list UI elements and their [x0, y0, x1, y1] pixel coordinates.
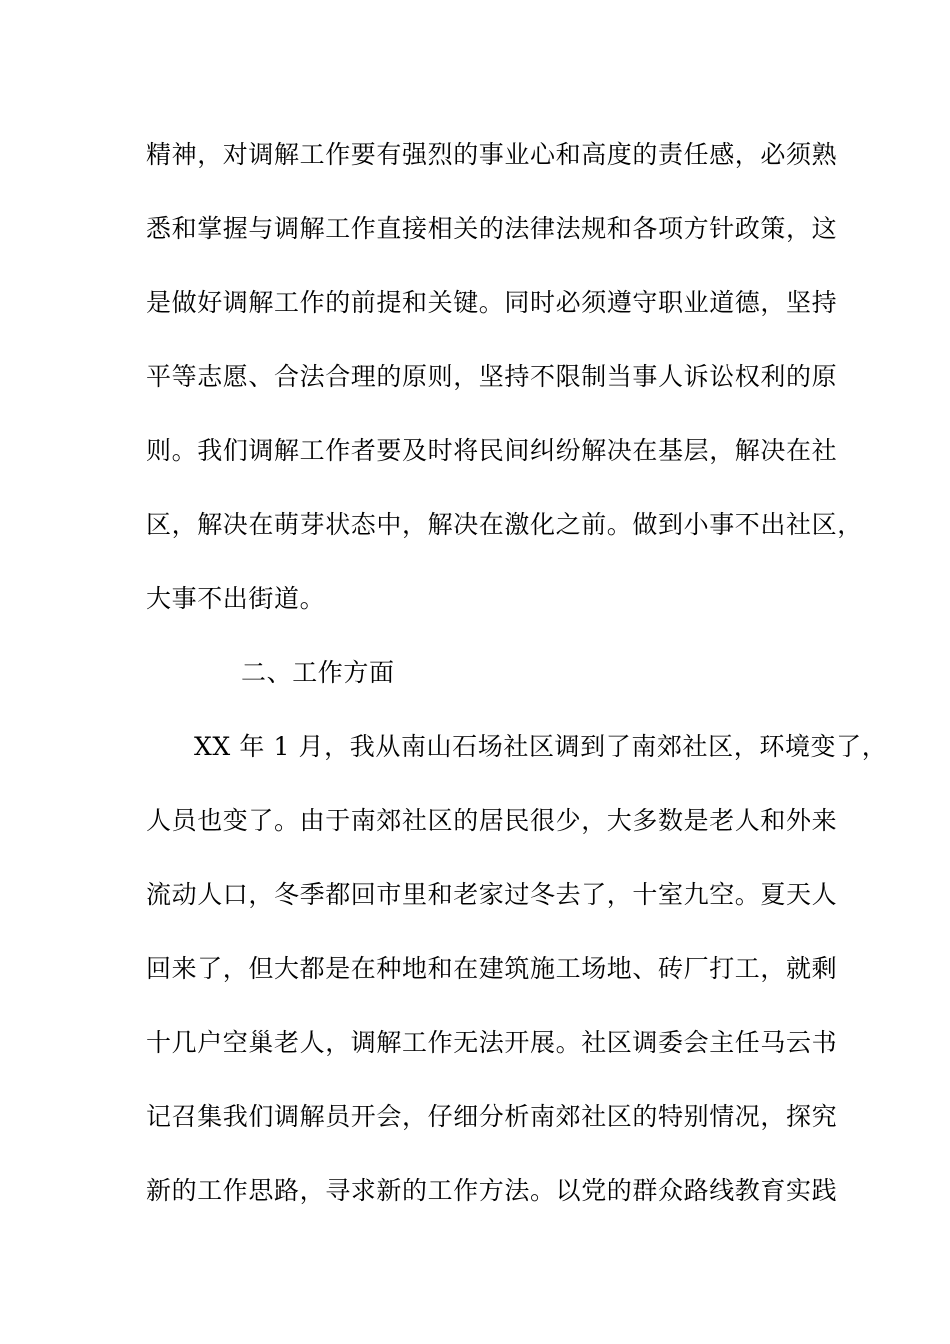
paragraph-line: 精神，对调解工作要有强烈的事业心和高度的责任感，必须熟: [146, 140, 838, 169]
paragraph-line: 则。我们调解工作者要及时将民间纠纷解决在基层，解决在社: [146, 436, 838, 465]
paragraph-line: 十几户空巢老人，调解工作无法开展。社区调委会主任马云书: [146, 1028, 838, 1057]
paragraph-line: 新的工作思路，寻求新的工作方法。以党的群众路线教育实践: [146, 1176, 838, 1205]
paragraph-line: 大事不出街道。: [146, 584, 326, 613]
paragraph-line: 人员也变了。由于南郊社区的居民很少，大多数是老人和外来: [146, 806, 838, 835]
paragraph-line: 流动人口，冬季都回市里和老家过冬去了，十室九空。夏天人: [146, 880, 838, 909]
section-heading: 二、工作方面: [241, 658, 395, 687]
paragraph-line: 区，解决在萌芽状态中，解决在激化之前。做到小事不出社区，: [146, 510, 863, 539]
paragraph-line: 悉和掌握与调解工作直接相关的法律法规和各项方针政策，这: [146, 214, 838, 243]
paragraph-line: 是做好调解工作的前提和关键。同时必须遵守职业道德，坚持: [146, 288, 838, 317]
paragraph-line: 记召集我们调解员开会，仔细分析南郊社区的特别情况，探究: [146, 1102, 838, 1131]
paragraph-line: XX 年 1 月，我从南山石场社区调到了南郊社区，环境变了，: [194, 732, 888, 761]
paragraph-line: 平等志愿、合法合理的原则，坚持不限制当事人诉讼权利的原: [146, 362, 838, 391]
paragraph-line: 回来了，但大都是在种地和在建筑施工场地、砖厂打工，就剩: [146, 954, 838, 983]
